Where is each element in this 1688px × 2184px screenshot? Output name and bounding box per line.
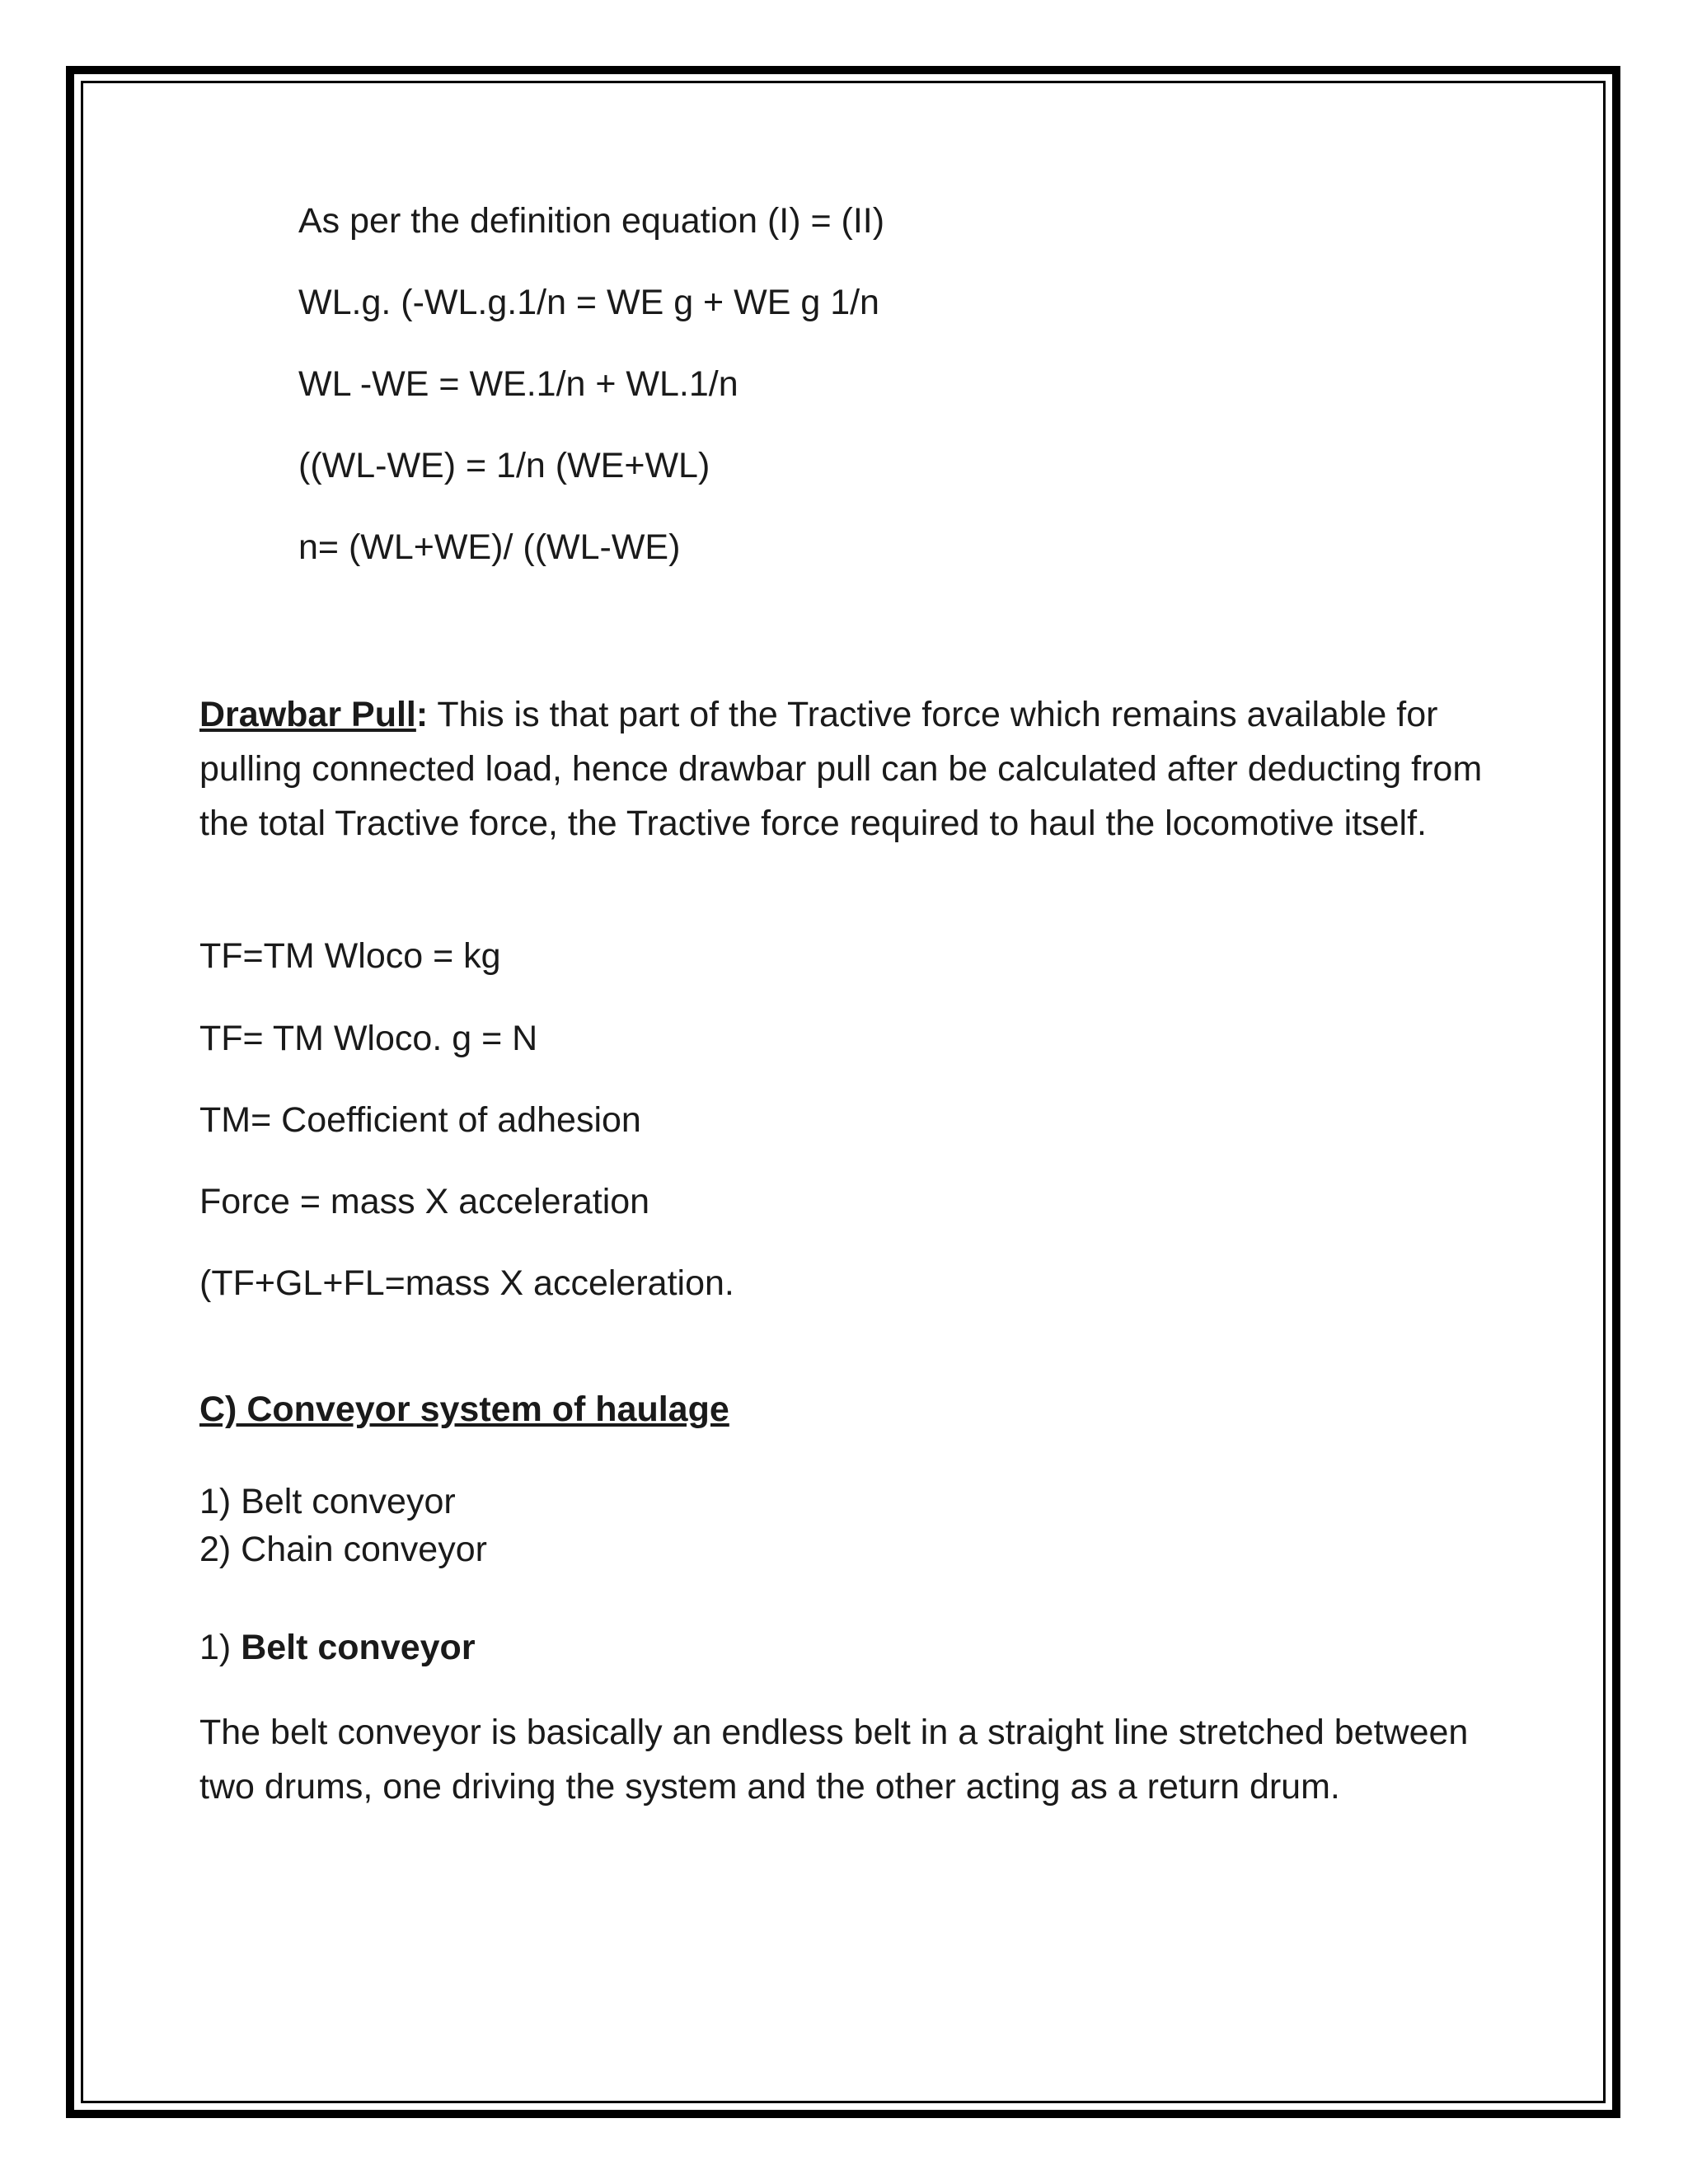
drawbar-term: Drawbar Pull bbox=[199, 695, 416, 734]
formula-line-4: Force = mass X acceleration bbox=[199, 1182, 650, 1221]
list-item-1: 1) Belt conveyor bbox=[199, 1482, 456, 1521]
section-heading: C) Conveyor system of haulage bbox=[199, 1390, 729, 1429]
formula-line-2: TF= TM Wloco. g = N bbox=[199, 1019, 538, 1058]
drawbar-colon: : bbox=[415, 695, 429, 734]
list-item-2: 2) Chain conveyor bbox=[199, 1530, 487, 1569]
drawbar-paragraph bbox=[199, 687, 1485, 851]
subsection-heading bbox=[199, 1627, 476, 1670]
equation-line-3: WL -WE = WE.1/n + WL.1/n bbox=[298, 364, 738, 404]
drawbar-text: This is that part of the Tractive force which remains available for pulling connected load, hence drawbar pull can be calculated after deducting from the total Tractive force, the Tractive force required to haul the locomotive itself. bbox=[199, 695, 1483, 843]
formula-line-1: TF=TM Wloco = kg bbox=[199, 936, 501, 976]
equation-line-4: ((WL-WE) = 1/n (WE+WL) bbox=[298, 446, 710, 485]
formula-line-5: (TF+GL+FL=mass X acceleration. bbox=[199, 1263, 734, 1303]
equation-line-5: n= (WL+WE)/ ((WL-WE) bbox=[298, 527, 681, 567]
equation-line-1: As per the definition equation (I) = (II) bbox=[298, 201, 885, 241]
equation-line-2: WL.g. (-WL.g.1/n = WE g + WE g 1/n bbox=[298, 283, 879, 322]
subsection-title: Belt conveyor bbox=[241, 1628, 476, 1667]
subsection-prefix: 1) bbox=[199, 1628, 241, 1667]
formula-line-3: TM= Coefficient of adhesion bbox=[199, 1100, 641, 1140]
belt-conveyor-paragraph: The belt conveyor is basically an endless belt in a straight line stretched between two drums, one driving the system and the other acting as a return drum. bbox=[199, 1713, 1469, 1807]
